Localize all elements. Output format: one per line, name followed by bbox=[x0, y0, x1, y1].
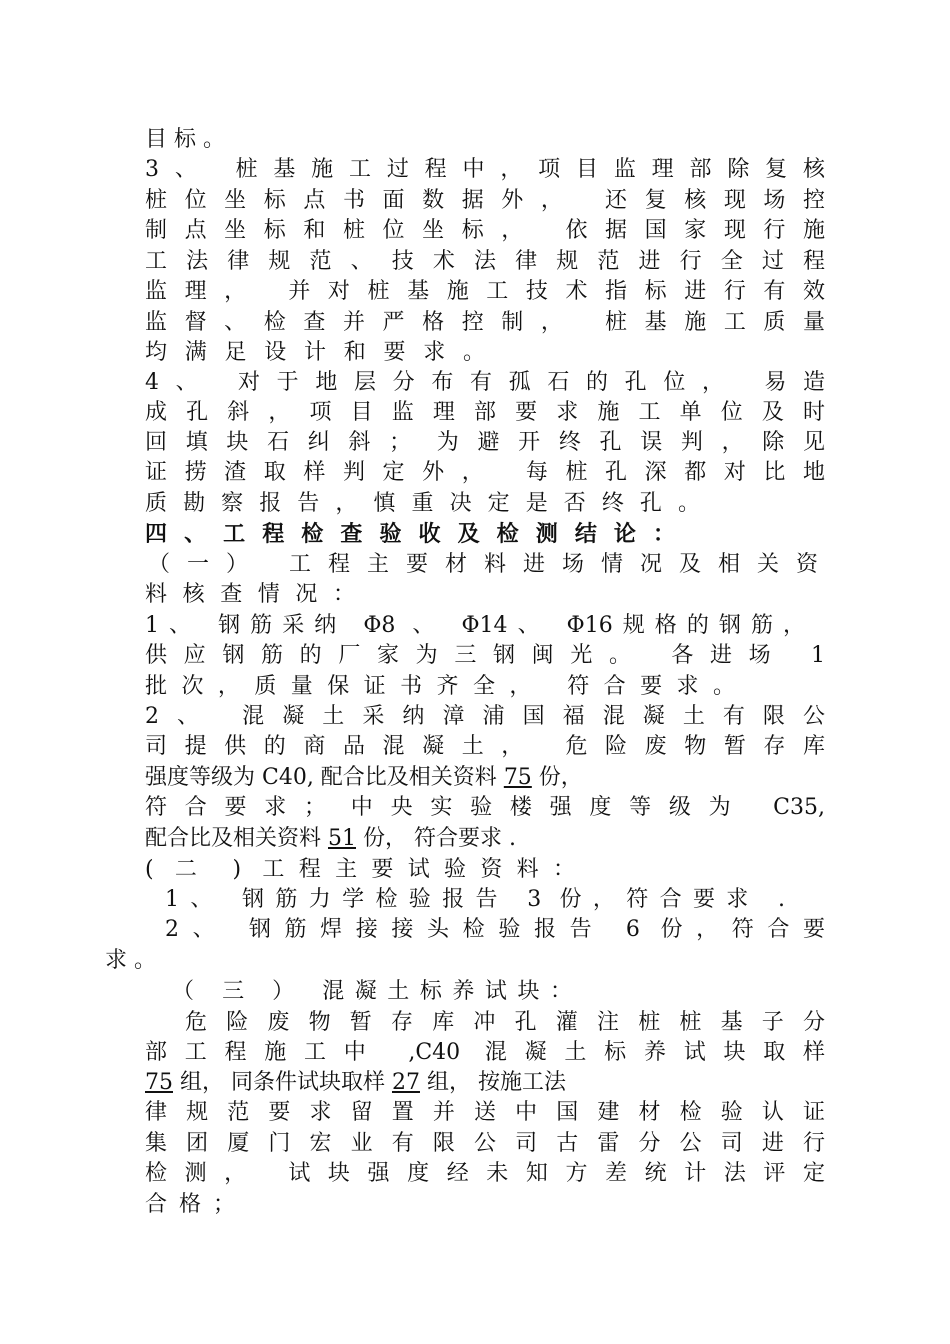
text-line: 2、 混凝土采纳漳浦国福混凝土有限公 bbox=[145, 704, 825, 729]
text-line: 监理， 并对桩基施工技术指标进行有效 bbox=[145, 279, 825, 304]
text-line: 求 。 bbox=[105, 948, 156, 973]
text-line: 合格； bbox=[145, 1192, 235, 1217]
text-line: 均满足设计和要求。 bbox=[145, 340, 485, 365]
text-line: 桩位坐标点书面数据外， 还复核现场控 bbox=[145, 188, 825, 213]
text-line bbox=[145, 824, 755, 854]
text-line: 集团厦门宏业有限公司古雷分公司进行 bbox=[145, 1131, 825, 1156]
text-line: 制点坐标和桩位坐标， 依据国家现行施 bbox=[145, 218, 825, 243]
text-line: 3、 桩基施工过程中，项目监理部除复核 bbox=[145, 157, 825, 182]
text-line: 回填块石纠斜； 为避开终孔误判，除见 bbox=[145, 430, 825, 455]
text-line: 4、 对于地层分布有孤石的孔位， 易造 bbox=[145, 370, 825, 395]
text-line: 工法律规范、技术法律规范进行全过程 bbox=[145, 249, 825, 274]
text-line: 危险废物暂存库冲孔灌注桩桩基子分 bbox=[185, 1010, 825, 1035]
text-line: 成孔斜，项目监理部要求施工单位及时 bbox=[145, 400, 825, 425]
subsection-heading: ( 二 ) 工程主要试验资料： bbox=[145, 857, 575, 882]
text-line: 符合要求； 中央实验楼强度等级为 C35, bbox=[145, 795, 825, 820]
text-fragment: 组， 同条件试块取样 bbox=[173, 1070, 392, 1095]
quantity-value: 75 bbox=[503, 765, 532, 790]
text-line: 司提供的商品混凝土， 危险废物暂存库 bbox=[145, 734, 825, 759]
quantity-value: 27 bbox=[391, 1070, 420, 1095]
subsection-heading: （ 三 ） 混凝土标养试块： bbox=[172, 979, 572, 1004]
text-fragment: 份， bbox=[531, 765, 583, 790]
text-line: 目 标 。 bbox=[145, 127, 225, 152]
text-line bbox=[145, 763, 845, 793]
text-line: 证捞渣取样判定外， 每桩孔深都对比地 bbox=[145, 460, 825, 485]
section-heading: 四、工程检查验收及检测结论： bbox=[145, 521, 675, 547]
text-line: 部工程施工中 ,C40 混凝土标养试块取样 bbox=[145, 1040, 825, 1065]
text-line: 1、 钢筋采纳 Φ8 、 Φ14、 Φ16规格的钢筋， bbox=[145, 613, 805, 638]
text-line: 质勘察报告，慎重决定是否终孔。 bbox=[145, 491, 700, 516]
text-line bbox=[145, 1068, 825, 1098]
text-line: 1、 钢筋力学检验报告 3 份，符合要求 . bbox=[165, 887, 785, 912]
text-line: 检测， 试块强度经未知方差统计法评定 bbox=[145, 1161, 825, 1186]
text-line: 料核查情况： bbox=[145, 582, 355, 607]
text-line: 供应钢筋的厂家为三钢闽光。 各进场 1 bbox=[145, 643, 825, 668]
quantity-value: 51 bbox=[328, 826, 356, 851]
text-line: 批次，质量保证书齐全， 符合要求。 bbox=[145, 674, 735, 699]
text-fragment: 强度等级为 C40, 配合比及相关资料 bbox=[145, 765, 504, 790]
text-line: 律规范要求留置并送中国建材检验认证 bbox=[145, 1100, 825, 1125]
text-line: 监督、检查并严格控制， 桩基施工质量 bbox=[145, 310, 825, 335]
subsection-heading: （一） 工程主要材料进场情况及相关资 bbox=[148, 552, 818, 577]
text-fragment: 份， 符合要求 . bbox=[356, 826, 516, 851]
text-line: 2、 钢筋焊接接头检验报告 6 份，符合要 bbox=[165, 917, 825, 942]
quantity-value: 75 bbox=[145, 1070, 173, 1095]
text-fragment: 配合比及相关资料 bbox=[145, 826, 328, 851]
text-fragment: 组， 按施工法 bbox=[419, 1070, 566, 1095]
